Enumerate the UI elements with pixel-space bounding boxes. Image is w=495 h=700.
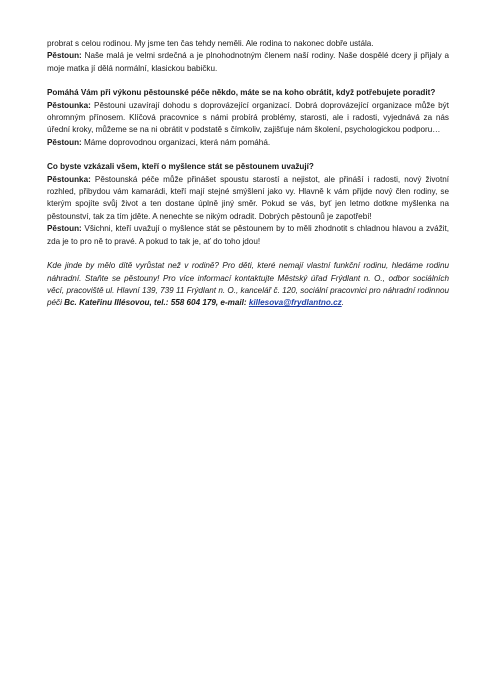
outro-text: Kde jinde by mělo dítě vyrůstat než v rodině? Pro děti, které nemají vlastní funkční rodinu, hledáme rodinu náhradní. Staňte se pěstouny! Pro více informací kontaktujte Městský úřad Frýdlant n. O., odbor sociálních věcí, pracoviště ul. Hlavní 139, 739 11 Frýdlant n. O., kancelář č. 120, sociální pracovnici pro náhradní rodinnou péči xyxy=(47,261,449,308)
intro-text: probrat s celou rodinou. My jsme ten čas tehdy neměli. Ale rodina to nakonec dobře ustála. xyxy=(47,39,374,48)
contact-text: Bc. Kateřinu Illésovou, tel.: 558 604 179, e-mail: xyxy=(64,298,249,308)
spacer xyxy=(47,248,449,260)
answer-text: Všichni, kteří uvažují o myšlence stát se pěstounem by to měli zhodnotit s chladnou hlavou a zvážit, zda je to pro ně to pravé. A pokud to tak je, ať do toho jdou! xyxy=(47,224,449,246)
speaker-label: Pěstoun: xyxy=(47,224,82,234)
outro-end: . xyxy=(341,298,344,308)
speaker-label: Pěstounka: xyxy=(47,100,91,110)
speaker-label: Pěstounka: xyxy=(47,174,91,184)
paragraph-outro xyxy=(47,260,449,310)
paragraph-support xyxy=(47,87,449,149)
spacer xyxy=(47,75,449,87)
paragraph-message xyxy=(47,161,449,248)
question-text: Co byste vzkázali všem, kteří o myšlence stát se pěstounem uvažují? xyxy=(47,162,314,172)
answer-text: Naše malá je velmi srdečná a je plnohodnotným členem naší rodiny. Naše dospělé dcery ji přijaly a moje matka jí dělá normální, klasickou babičku. xyxy=(47,51,449,73)
answer-text: Pěstounská péče může přinášet spoustu starostí a nejistot, ale přináší i radosti, nový životní rozhled, přibydou vám kamarádi, kteří mají stejné smýšlení jako vy. Hlavně k vám přijde nový člen rodiny, se kterým spojíte svůj život a ten dostane úplně jiný směr. Pokud se vás, byť jen letmo dotkne myšlenka na pěstounství, tak za tím jděte. A nenechte se nikým odradit. Dobrých pěstounů je zapotřebí! xyxy=(47,174,449,221)
email-link[interactable]: killesova@frydlantno.cz xyxy=(248,298,342,308)
question-text: Pomáhá Vám při výkonu pěstounské péče někdo, máte se na koho obrátit, když potřebujete poradit? xyxy=(47,88,436,98)
paragraph-intro xyxy=(47,38,449,75)
spacer xyxy=(47,149,449,161)
speaker-label: Pěstoun: xyxy=(47,137,82,147)
speaker-label: Pěstoun: xyxy=(47,51,82,61)
answer-text: Pěstouni uzavírají dohodu s doprovázející organizací. Dobrá doprovázející organizace může být ohromným přínosem. Klíčová pracovnice s námi probírá problémy, starosti, ale i radosti, vyjednává za nás úřední kroky, můžeme se na ni obrátit v podstatě s čímkoliv, zajišťuje nám školení, psychologickou podporu… xyxy=(47,100,449,135)
answer-text: Máme doprovodnou organizaci, která nám pomáhá. xyxy=(81,137,271,147)
